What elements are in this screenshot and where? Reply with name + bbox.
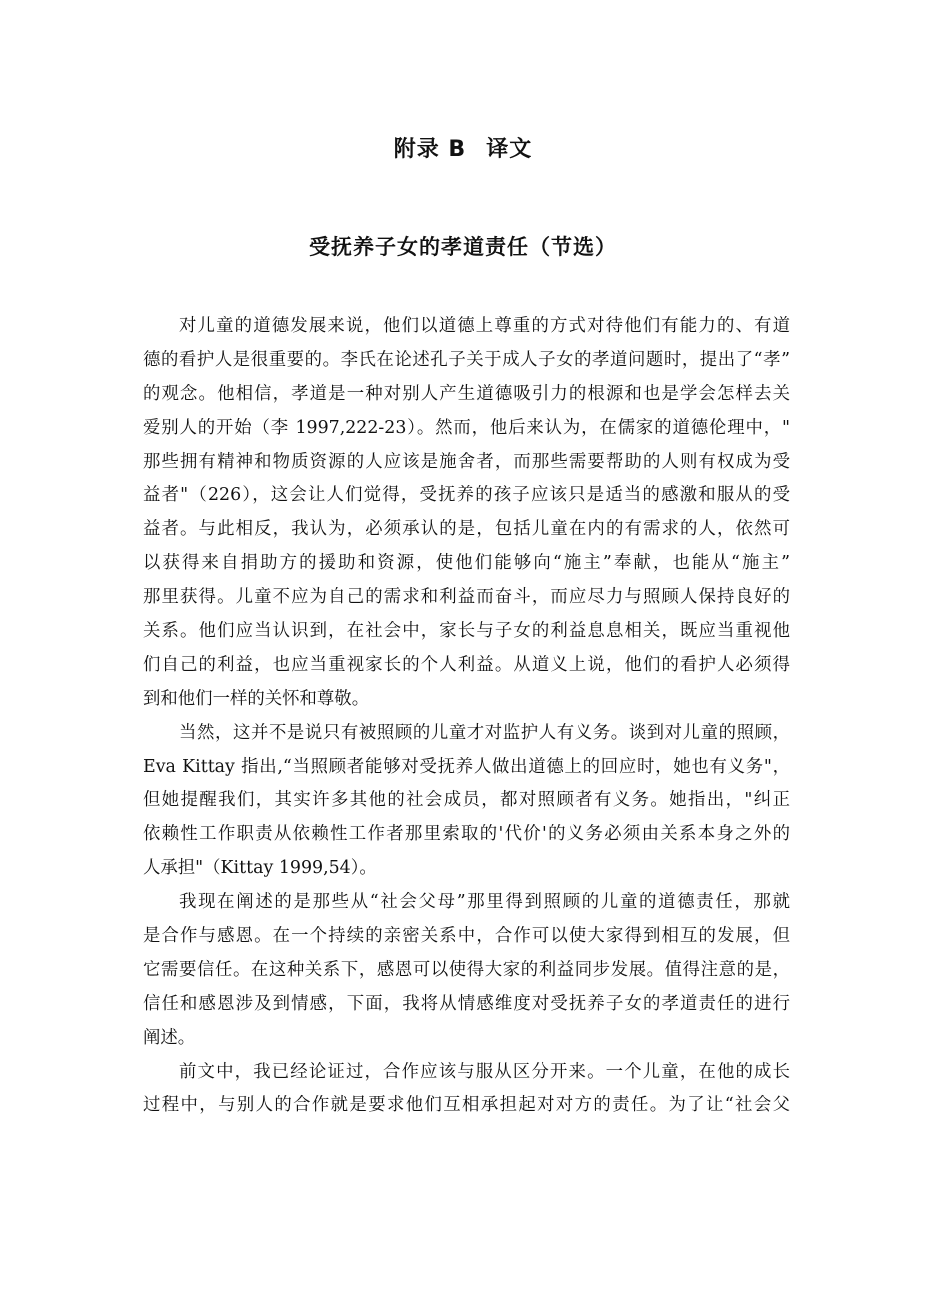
text-line: 到和他们一样的关怀和尊敬。: [143, 688, 370, 709]
paragraph: [143, 717, 790, 886]
text-line: 那里获得。儿童不应为自己的需求和利益而奋斗，而应尽力与照顾人保持良好的: [143, 587, 790, 608]
text-line: 以获得来自捐助方的援助和资源，使他们能够向“施主”奉献，也能从“施主”: [143, 553, 790, 574]
text-line: 的观念。他相信，孝道是一种对别人产生道德吸引力的根源和也是学会怎样去关: [143, 383, 790, 404]
text-line: 但她提醒我们，其实许多其他的社会成员，都对照顾者有义务。她指出，"纠正: [143, 790, 790, 811]
text-line: 前文中，我已经论证过，合作应该与服从区分开来。一个儿童，在他的成长: [179, 1061, 790, 1082]
text-line: 益者"（226），这会让人们觉得，受抚养的孩子应该只是适当的感激和服从的受: [143, 485, 790, 506]
text-line: 益者。与此相反，我认为，必须承认的是，包括儿童在内的有需求的人，依然可: [143, 519, 790, 540]
appendix-label: 附录 B: [393, 137, 467, 162]
appendix-heading: [0, 133, 926, 167]
text-line: 依赖性工作职责从依赖性工作者那里索取的'代价'的义务必须由关系本身之外的: [143, 824, 790, 845]
text-line: 信任和感恩涉及到情感，下面，我将从情感维度对受抚养子女的孝道责任的进行: [143, 993, 790, 1014]
text-line: Eva Kittay 指出,“当照顾者能够对受抚养人做出道德上的回应时，她也有义务"，: [143, 756, 790, 777]
appendix-title-text: 译文: [486, 137, 533, 162]
paragraph: [143, 1056, 790, 1124]
text-line: 是合作与感恩。在一个持续的亲密关系中，合作可以使大家得到相互的发展，但: [143, 926, 790, 947]
paragraph: [143, 886, 790, 1055]
text-line: 爱别人的开始（李 1997,222-23）。然而，他后来认为，在儒家的道德伦理中，": [143, 417, 790, 438]
paragraph: [143, 310, 790, 717]
text-line: 我现在阐述的是那些从“社会父母”那里得到照顾的儿童的道德责任，那就: [179, 892, 790, 913]
article-body: [143, 310, 790, 1123]
text-line: 当然，这并不是说只有被照顾的儿童才对监护人有义务。谈到对儿童的照顾，: [179, 722, 790, 743]
text-line: 过程中，与别人的合作就是要求他们互相承担起对对方的责任。为了让“社会父: [143, 1095, 790, 1116]
text-line: 阐述。: [143, 1027, 196, 1048]
text-line: 关系。他们应当认识到，在社会中，家长与子女的利益息息相关，既应当重视他: [143, 621, 790, 642]
text-line: 对儿童的道德发展来说，他们以道德上尊重的方式对待他们有能力的、有道: [179, 316, 790, 336]
text-line: 那些拥有精神和物质资源的人应该是施舍者，而那些需要帮助的人则有权成为受: [143, 451, 790, 472]
text-line: 们自己的利益，也应当重视家长的个人利益。从道义上说，他们的看护人必须得: [143, 654, 790, 675]
text-line: 它需要信任。在这种关系下，感恩可以使得大家的利益同步发展。值得注意的是，: [143, 959, 790, 980]
article-title: 受抚养子女的孝道责任（节选）: [309, 235, 617, 259]
text-line: 德的看护人是很重要的。李氏在论述孔子关于成人子女的孝道问题时，提出了“孝”: [143, 349, 790, 370]
text-line: 人承担"（Kittay 1999,54）。: [143, 858, 377, 879]
